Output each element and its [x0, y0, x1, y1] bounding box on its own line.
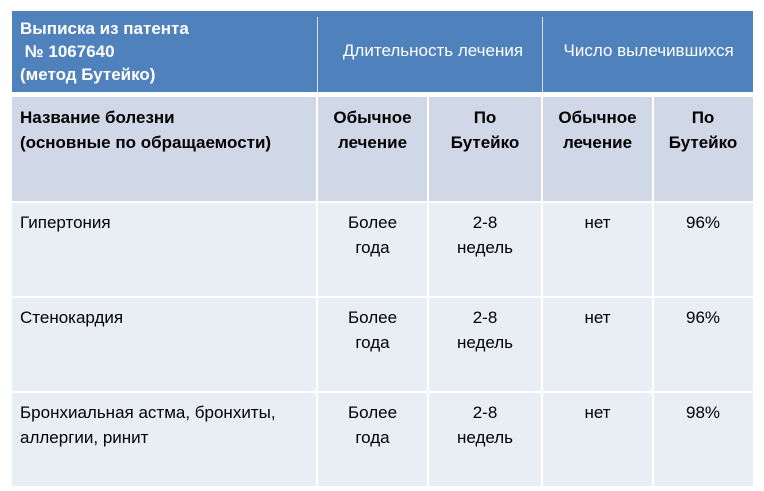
column-divider [427, 203, 429, 296]
column-divider [652, 203, 654, 296]
disease-text: аллергии, ринит [20, 428, 149, 447]
cell-text: недель [456, 238, 514, 257]
group-header-duration: Длительность лечения [342, 41, 524, 60]
column-divider [652, 393, 654, 486]
cell-text: Более [347, 213, 398, 232]
table-title [12, 11, 322, 92]
column-header-text: Название болезни [20, 108, 175, 127]
regular-cured-cell: нет [584, 213, 611, 232]
cell-text: 2-8 [472, 308, 498, 327]
buteyko-duration-cell [428, 393, 542, 486]
column-divider [427, 298, 429, 391]
column-divider [427, 97, 429, 201]
column-divider [652, 97, 654, 201]
column-header-text: Бутейко [450, 133, 520, 152]
regular-duration-cell [317, 203, 428, 296]
column-divider [316, 97, 318, 201]
column-header-text: Обычное [333, 108, 412, 127]
title-line-1: Выписка из патента [20, 19, 189, 38]
column-divider [316, 203, 318, 296]
column-header-text: По [691, 108, 715, 127]
header-divider [317, 17, 318, 92]
column-header-disease [12, 97, 317, 201]
column-header-regular-duration [317, 97, 428, 201]
disease-text: Стенокардия [20, 308, 124, 327]
column-divider [541, 203, 543, 296]
column-divider [316, 298, 318, 391]
cell-text: Более [347, 403, 398, 422]
regular-duration-cell [317, 298, 428, 391]
column-divider [652, 298, 654, 391]
title-line-2: № 1067640 [20, 42, 115, 61]
column-header-buteyko-cured [653, 97, 753, 201]
column-divider [316, 393, 318, 486]
column-divider [541, 97, 543, 201]
column-divider [541, 298, 543, 391]
regular-cured-cell: нет [584, 403, 611, 422]
title-line-3: (метод Бутейко) [20, 65, 156, 84]
buteyko-duration-cell [428, 203, 542, 296]
column-header-regular-cured [542, 97, 653, 201]
column-header-buteyko-duration [428, 97, 542, 201]
regular-cured-cell: нет [584, 308, 611, 327]
buteyko-cured-cell: 98% [685, 403, 721, 422]
cell-text: Более [347, 308, 398, 327]
patent-table [12, 11, 753, 486]
column-header-text: Бутейко [668, 133, 738, 152]
header-divider [542, 17, 543, 92]
cell-text: года [355, 238, 390, 257]
table-header-row [12, 11, 753, 92]
column-header-text: лечение [337, 133, 408, 152]
table-row [12, 393, 753, 486]
regular-duration-cell [317, 393, 428, 486]
column-header-text: лечение [562, 133, 633, 152]
cell-text: недель [456, 333, 514, 352]
column-header-row [12, 97, 753, 201]
cell-text: года [355, 428, 390, 447]
cell-text: года [355, 333, 390, 352]
buteyko-cured-cell: 96% [685, 213, 721, 232]
cell-text: 2-8 [472, 213, 498, 232]
group-header-cured: Число вылечившихся [563, 41, 734, 60]
disease-text: Гипертония [20, 213, 111, 232]
column-divider [541, 393, 543, 486]
disease-cell [12, 298, 317, 391]
cell-text: 2-8 [472, 403, 498, 422]
buteyko-cured-cell: 96% [685, 308, 721, 327]
buteyko-duration-cell [428, 298, 542, 391]
column-header-text: (основные по обращаемости) [20, 133, 272, 152]
disease-text: Бронхиальная астма, бронхиты, [20, 403, 276, 422]
disease-cell [12, 393, 317, 486]
table-row [12, 298, 753, 391]
column-header-text: По [473, 108, 497, 127]
column-header-text: Обычное [558, 108, 637, 127]
disease-cell [12, 203, 317, 296]
column-divider [427, 393, 429, 486]
table-row [12, 203, 753, 296]
cell-text: недель [456, 428, 514, 447]
